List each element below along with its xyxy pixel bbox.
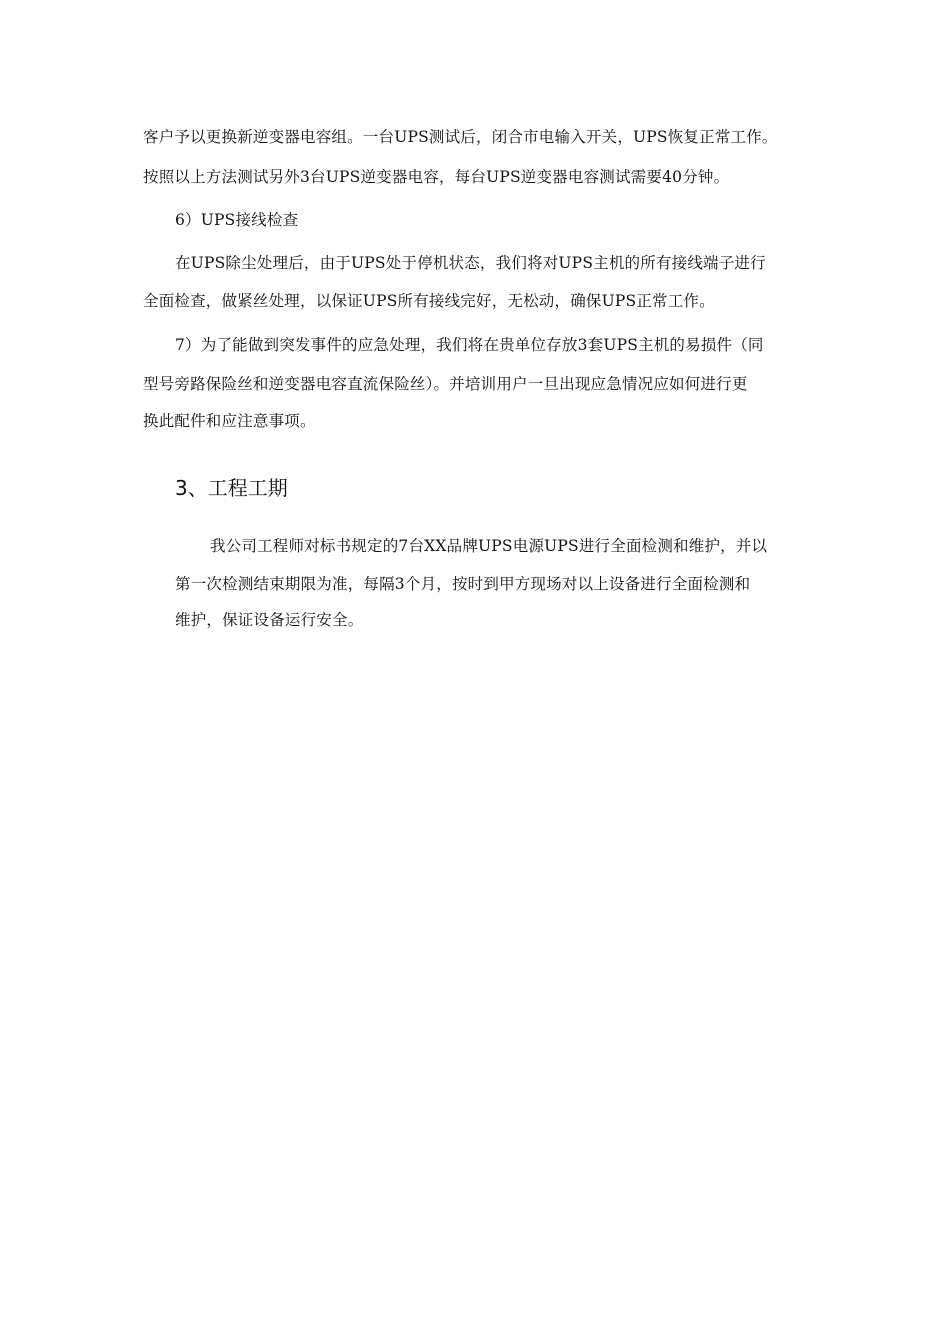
paragraph-line: 7）为了能做到突发事件的应急处理，我们将在贵单位存放3套UPS主机的易损件（同 xyxy=(175,336,764,354)
paragraph-line: 型号旁路保险丝和逆变器电容直流保险丝）。并培训用户一旦出现应急情况应如何进行更 xyxy=(143,375,748,393)
section-heading: 3、工程工期 xyxy=(175,476,288,500)
paragraph-line: 按照以上方法测试另外3台UPS逆变器电容，每台UPS逆变器电容测试需要40分钟。 xyxy=(143,168,730,186)
item-6-title: 6）UPS接线检查 xyxy=(175,211,299,229)
paragraph-line: 我公司工程师对标书规定的7台XX品牌UPS电源UPS进行全面检测和维护，并以 xyxy=(210,537,768,555)
paragraph-line: 第一次检测结束期限为准，每隔3个月，按时到甲方现场对以上设备进行全面检测和 xyxy=(175,575,751,593)
paragraph-line: 客户予以更换新逆变器电容组。一台UPS测试后，闭合市电输入开关，UPS恢复正常工作。 xyxy=(143,128,778,146)
paragraph-line: 换此配件和应注意事项。 xyxy=(143,412,316,430)
paragraph-line: 在UPS除尘处理后，由于UPS处于停机状态，我们将对UPS主机的所有接线端子进行 xyxy=(175,254,766,272)
paragraph-line: 维护，保证设备运行安全。 xyxy=(175,611,364,629)
paragraph-line: 全面检查，做紧丝处理，以保证UPS所有接线完好，无松动，确保UPS正常工作。 xyxy=(143,292,715,310)
